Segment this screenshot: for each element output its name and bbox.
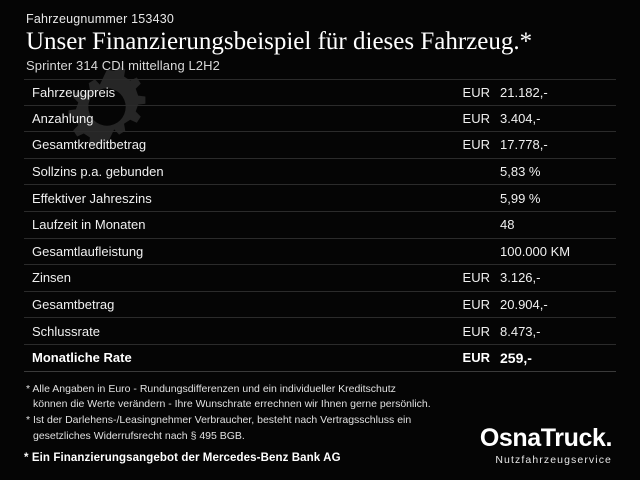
row-value: 100.000 KM — [500, 243, 571, 259]
row-value: 3.404,- — [500, 110, 541, 126]
row-label: Zinsen — [32, 270, 72, 286]
row-label: Schlussrate — [32, 323, 100, 339]
brand-name: OsnaTruck. — [479, 424, 612, 452]
row-label: Monatliche Rate — [32, 350, 132, 366]
row-value: 259,- — [500, 349, 532, 366]
row-value: 8.473,- — [500, 323, 541, 339]
row-label: Anzahlung — [32, 110, 94, 126]
table-row — [24, 239, 616, 266]
table-row — [24, 132, 616, 159]
row-currency: EUR — [462, 84, 490, 100]
table-row — [24, 106, 616, 133]
brand-logo — [480, 426, 616, 466]
row-label: Fahrzeugpreis — [32, 84, 116, 100]
table-row — [24, 185, 616, 212]
vehicle-model: Sprinter 314 CDI mittellang L2H2 — [26, 58, 220, 73]
row-value: 17.778,- — [500, 137, 548, 153]
table-row — [24, 292, 616, 319]
finance-table — [24, 79, 616, 372]
brand-subtitle: Nutzfahrzeugservice — [495, 454, 612, 466]
page-footer — [24, 426, 616, 466]
row-value: 21.182,- — [500, 84, 548, 100]
row-label: Gesamtbetrag — [32, 297, 115, 313]
table-row-monthly-rate — [24, 345, 616, 372]
table-row — [24, 265, 616, 292]
row-currency: EUR — [462, 137, 490, 153]
table-row — [24, 212, 616, 239]
row-label: Gesamtlaufleistung — [32, 243, 144, 259]
row-label: Gesamtkreditbetrag — [32, 137, 147, 153]
page-title: Unser Finanzierungsbeispiel für dieses Fahrzeug.* — [26, 28, 533, 55]
table-row — [24, 318, 616, 345]
row-value: 3.126,- — [500, 270, 541, 286]
row-currency: EUR — [462, 297, 490, 313]
vehicle-number: Fahrzeugnummer 153430 — [26, 12, 175, 26]
footnote-line-2: können die Werte verändern - Ihre Wunschrate errechnen wir Ihnen gerne persönlich. — [33, 398, 431, 411]
row-currency: EUR — [462, 110, 490, 126]
footnote-line-4: gesetzliches Widerrufsrecht nach § 495 BGB. — [33, 430, 245, 443]
row-value: 5,99 % — [500, 190, 541, 206]
bank-note: * Ein Finanzierungsangebot der Mercedes-Benz Bank AG — [24, 452, 341, 464]
row-value: 20.904,- — [500, 297, 548, 313]
row-value: 48 — [500, 217, 515, 233]
row-label: Effektiver Jahreszins — [32, 190, 152, 206]
row-currency: EUR — [462, 270, 490, 286]
row-currency: EUR — [462, 323, 490, 339]
footnote-line-3: * Ist der Darlehens-/Leasingnehmer Verbraucher, besteht nach Vertragsschluss ein — [26, 414, 412, 427]
row-currency: EUR — [462, 350, 490, 366]
row-label: Sollzins p.a. gebunden — [32, 164, 164, 180]
table-row — [24, 159, 616, 186]
row-label: Laufzeit in Monaten — [32, 217, 146, 233]
row-value: 5,83 % — [500, 164, 541, 180]
footnote-line-1: * Alle Angaben in Euro - Rundungsdifferenzen und ein individueller Kreditschutz — [26, 382, 396, 395]
table-row — [24, 79, 616, 106]
